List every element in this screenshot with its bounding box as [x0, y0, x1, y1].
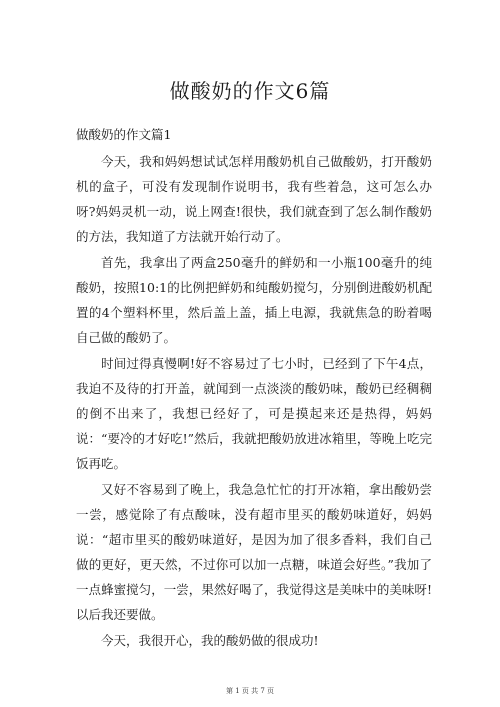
section-heading: 做酸奶的作文篇1 — [76, 127, 172, 142]
document-title: 做酸奶的作文6篇 — [169, 79, 331, 103]
paragraph-1: 今天，我和妈妈想试试怎样用酸奶机自己做酸奶，打开酸奶机的盒子，可没有发现制作说明书，我有些着急，这可怎么办呀?妈妈灵机一动，说上网查!很快，我们就查到了怎么制作酸奶的方法，我知道了方法就开始行动了。 — [76, 154, 432, 244]
document-body — [76, 149, 432, 654]
page-footer: 第 1 页 共 7 页 — [225, 687, 275, 695]
paragraph-2: 首先，我拿出了两盒250毫升的鲜奶和一小瓶100毫升的纯酸奶，按照10:1的比例把鲜奶和纯酸奶搅匀，分别倒进酸奶机配置的4个塑料杯里，然后盖上盖，插上电源，我就焦急的盼着喝自己做的酸奶了。 — [76, 255, 432, 345]
paragraph-4: 又好不容易到了晚上，我急急忙忙的打开冰箱，拿出酸奶尝一尝，感觉除了有点酸味，没有超市里买的酸奶味道好，妈妈说：“超市里买的酸奶味道好，是因为加了很多香料，我们自己做的更好，更天然，不过你可以加一点糖，味道会好些。”我加了一点蜂蜜搅匀，一尝，果然好喝了，我觉得这是美味中的美味呀!以后我还要做。 — [76, 482, 432, 622]
paragraph-5: 今天，我很开心，我的酸奶做的很成功! — [101, 633, 319, 648]
paragraph-3: 时间过得真慢啊!好不容易过了七小时，已经到了下午4点，我迫不及待的打开盖，就闻到一点淡淡的酸奶味，酸奶已经稠稠的倒不出来了，我想已经好了，可是摸起来还是热得，妈妈说：“要冷的才好吃!”然后，我就把酸奶放进冰箱里，等晚上吃完饭再吃。 — [76, 356, 432, 471]
